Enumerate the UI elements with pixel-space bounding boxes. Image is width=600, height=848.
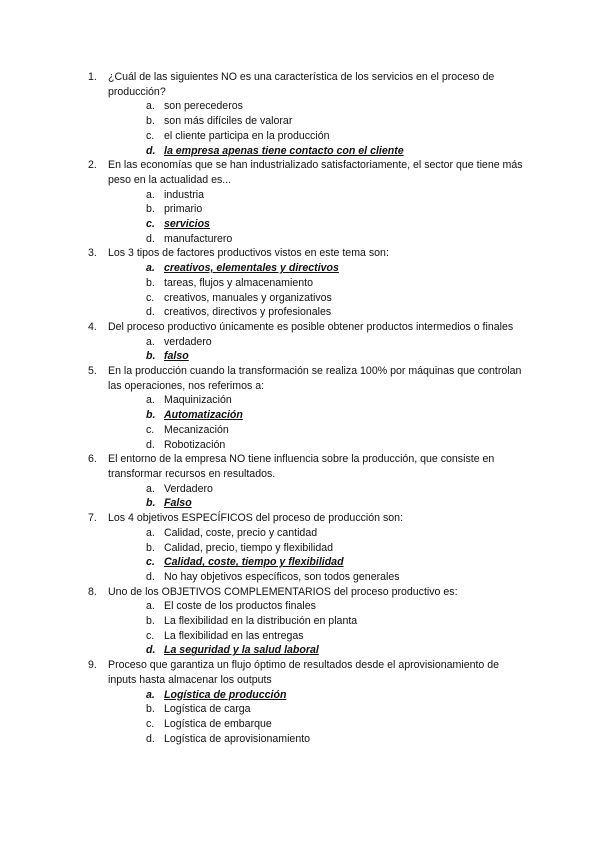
question-text: El entorno de la empresa NO tiene influencia sobre la producción, que consiste en transformar recursos en resultados. <box>108 453 495 480</box>
question-text: Del proceso productivo únicamente es posible obtener productos intermedios o finales <box>108 320 514 333</box>
option-text: Maquinización <box>164 394 232 407</box>
question-text: Uno de los OBJETIVOS COMPLEMENTARIOS del proceso productivo es: <box>108 585 458 598</box>
answer-option <box>108 276 524 291</box>
option-letter: b. <box>146 276 155 289</box>
option-letter: c. <box>146 423 155 436</box>
answer-option-correct <box>108 144 524 159</box>
option-text: Falso <box>164 497 192 510</box>
option-letter: c. <box>146 629 155 642</box>
answer-options <box>108 335 524 364</box>
question-text: En las economías que se han industrializado satisfactoriamente, el sector que tiene más peso en la actualidad es... <box>108 159 523 186</box>
answer-option-correct <box>108 408 524 423</box>
option-text: industria <box>164 188 205 201</box>
answer-option <box>108 482 524 497</box>
option-letter: b. <box>146 115 155 128</box>
option-letter: b. <box>146 203 155 216</box>
question-number: 3. <box>88 247 97 260</box>
question-1 <box>88 70 524 158</box>
question-8 <box>88 585 524 659</box>
option-text: Logística de producción <box>164 688 287 701</box>
option-text: Calidad, coste, tiempo y flexibilidad <box>164 556 344 569</box>
answer-option-correct <box>108 643 524 658</box>
answer-option <box>108 629 524 644</box>
option-text: creativos, manuales y organizativos <box>164 291 332 304</box>
option-text: Verdadero <box>164 482 213 495</box>
answer-options <box>108 526 524 585</box>
question-number: 8. <box>88 585 97 598</box>
question-text: Los 4 objetivos ESPECÍFICOS del proceso de producción son: <box>108 512 404 525</box>
answer-option-correct <box>108 555 524 570</box>
answer-option-correct <box>108 688 524 703</box>
option-text: creativos, elementales y directivos <box>164 262 339 275</box>
option-text: la empresa apenas tiene contacto con el cliente <box>164 144 404 157</box>
option-text: La seguridad y la salud laboral <box>164 644 319 657</box>
question-4 <box>88 320 524 364</box>
option-text: el cliente participa en la producción <box>164 129 330 142</box>
option-text: servicios <box>164 218 210 231</box>
option-text: verdadero <box>164 335 212 348</box>
option-letter: a. <box>146 600 155 613</box>
answer-option <box>108 423 524 438</box>
question-3 <box>88 246 524 320</box>
option-letter: a. <box>146 482 155 495</box>
answer-option <box>108 232 524 247</box>
option-text: La flexibilidad en la distribución en planta <box>164 615 358 628</box>
answer-option <box>108 717 524 732</box>
answer-option <box>108 570 524 585</box>
question-number: 5. <box>88 365 97 378</box>
option-letter: a. <box>146 188 155 201</box>
answer-options <box>108 261 524 320</box>
option-letter: d. <box>146 732 155 745</box>
answer-option <box>108 526 524 541</box>
answer-options <box>108 188 524 247</box>
question-text: ¿Cuál de las siguientes NO es una característica de los servicios en el proceso de producción? <box>108 71 495 98</box>
question-6 <box>88 452 524 511</box>
option-text: La flexibilidad en las entregas <box>164 629 304 642</box>
option-text: Logística de carga <box>164 703 251 716</box>
question-2 <box>88 158 524 246</box>
option-text: Calidad, coste, precio y cantidad <box>164 526 318 539</box>
question-text: Proceso que garantiza un flujo óptimo de resultados desde el aprovisionamiento de inputs hasta almacenar los outputs <box>108 659 500 686</box>
option-letter: c. <box>146 291 155 304</box>
answer-option <box>108 614 524 629</box>
question-number: 1. <box>88 71 97 83</box>
answer-options <box>108 393 524 452</box>
question-list <box>88 70 524 746</box>
option-letter: d. <box>146 144 156 157</box>
option-letter: c. <box>146 717 155 730</box>
option-text: creativos, directivos y profesionales <box>164 306 332 319</box>
question-number: 6. <box>88 453 97 466</box>
answer-option <box>108 305 524 320</box>
question-text: En la producción cuando la transformación se realiza 100% por máquinas que controlan las operaciones, nos referimos a: <box>108 365 522 392</box>
option-text: son más difíciles de valorar <box>164 115 293 128</box>
answer-option <box>108 541 524 556</box>
option-letter: c. <box>146 129 155 142</box>
answer-option <box>108 702 524 717</box>
option-letter: a. <box>146 262 155 275</box>
question-number: 7. <box>88 512 97 525</box>
option-text: Logística de embarque <box>164 717 272 730</box>
option-letter: b. <box>146 615 155 628</box>
question-5 <box>88 364 524 452</box>
answer-option <box>108 114 524 129</box>
option-letter: d. <box>146 438 155 451</box>
answer-options <box>108 482 524 511</box>
answer-options <box>108 599 524 658</box>
answer-option <box>108 599 524 614</box>
option-text: manufacturero <box>164 232 233 245</box>
option-text: Automatización <box>164 409 243 422</box>
option-text: El coste de los productos finales <box>164 600 316 613</box>
answer-option <box>108 99 524 114</box>
option-text: tareas, flujos y almacenamiento <box>164 276 313 289</box>
answer-option <box>108 732 524 747</box>
question-number: 9. <box>88 659 97 672</box>
option-letter: b. <box>146 497 156 510</box>
option-letter: a. <box>146 394 155 407</box>
option-text: Logística de aprovisionamiento <box>164 732 311 745</box>
question-7 <box>88 511 524 585</box>
option-letter: b. <box>146 541 155 554</box>
option-text: Calidad, precio, tiempo y flexibilidad <box>164 541 333 554</box>
option-text: primario <box>164 203 203 216</box>
option-letter: b. <box>146 703 155 716</box>
answer-option-correct <box>108 349 524 364</box>
answer-option <box>108 129 524 144</box>
option-letter: a. <box>146 526 155 539</box>
answer-option-correct <box>108 261 524 276</box>
option-letter: d. <box>146 644 156 657</box>
answer-option <box>108 188 524 203</box>
answer-options <box>108 688 524 747</box>
option-letter: a. <box>146 335 155 348</box>
option-letter: c. <box>146 556 155 569</box>
option-text: Robotización <box>164 438 226 451</box>
option-letter: a. <box>146 100 155 113</box>
option-letter: b. <box>146 350 156 363</box>
answer-option <box>108 335 524 350</box>
answer-options <box>108 99 524 158</box>
option-letter: d. <box>146 306 155 319</box>
answer-option <box>108 393 524 408</box>
question-number: 4. <box>88 320 97 333</box>
answer-option-correct <box>108 217 524 232</box>
option-text: son perecederos <box>164 100 243 113</box>
option-letter: d. <box>146 570 155 583</box>
question-9 <box>88 658 524 746</box>
question-number: 2. <box>88 159 97 172</box>
answer-option <box>108 202 524 217</box>
answer-option <box>108 291 524 306</box>
question-text: Los 3 tipos de factores productivos vistos en este tema son: <box>108 247 389 260</box>
option-letter: a. <box>146 688 155 701</box>
answer-option-correct <box>108 496 524 511</box>
answer-option <box>108 438 524 453</box>
option-letter: b. <box>146 409 156 422</box>
option-text: falso <box>164 350 189 363</box>
option-letter: d. <box>146 232 155 245</box>
option-text: No hay objetivos específicos, son todos generales <box>164 570 400 583</box>
option-text: Mecanización <box>164 423 229 436</box>
option-letter: c. <box>146 218 155 231</box>
